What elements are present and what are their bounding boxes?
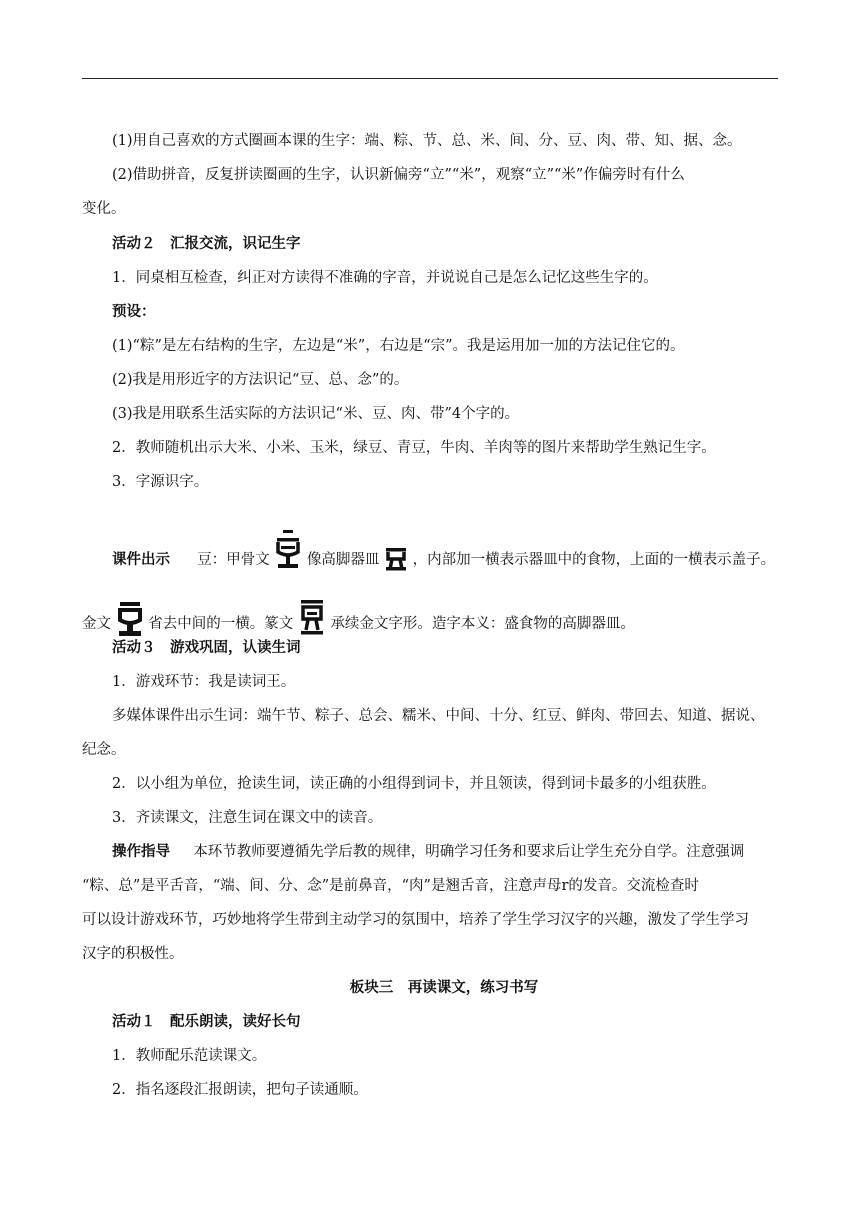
activity-2-step-3: 3．字源识字。 [112,474,209,490]
header-rule [82,78,778,79]
section-3-step-1: 1．教师配乐范读课文。 [112,1048,267,1064]
paragraph-step-2-cont: 变化。 [82,201,126,217]
courseware-line-1 [112,528,782,572]
activity-3-step-3: 3．齐读课文，注意生词在课文中的读音。 [112,810,383,826]
guidance-tag: 操作指导 [112,844,170,860]
courseware-line-2 [82,598,782,640]
courseware-text-5: 省去中间的一横。篆文 [148,616,294,632]
activity-3-words: 多媒体课件出示生词：端午节、粽子、总会、糯米、中间、十分、红豆、鲜肉、带回去、知道、据说、 [112,708,765,724]
seal-dou-glyph [299,598,325,640]
courseware-text-6: 承续金文字形。造字本义：盛食物的高脚器皿。 [330,616,635,632]
yushe-item-3: (3)我是用联系生活实际的方法识记“米、豆、肉、带”4个字的。 [112,406,520,422]
activity-3-step-1: 1．游戏环节：我是读词王。 [112,674,296,690]
paragraph-step-2: (2)借助拼音，反复拼读圈画的生字，认识新偏旁“立”“米”，观察“立”“米”作偏旁时有什么 [112,167,685,183]
bronze-dou-glyph [117,600,143,640]
activity-2-step-1: 1．同桌相互检查，纠正对方读得不准确的字音，并说说自己是怎么记忆这些生字的。 [112,270,658,286]
courseware-tag: 课件出示 [112,552,170,568]
guidance-line-1 [112,842,782,862]
section-3-heading: 板块三 再读课文，练习书写 [349,980,539,996]
activity-3-step-2: 2．以小组为单位，抢读生词，读正确的小组得到词卡，并且领读，得到词卡最多的小组获胜。 [112,776,716,792]
guidance-line-2: “粽、总”是平舌音，“端、间、分、念”是前鼻音，“肉”是翘舌音，注意声母r的发音。交流检查时 [82,878,699,894]
paragraph-step-1: (1)用自己喜欢的方式圈画本课的生字：端、粽、节、总、米、间、分、豆、肉、带、知、据、念。 [112,133,742,149]
vessel-glyph [385,546,407,572]
yushe-item-1: (1)“粽”是左右结构的生字，左边是“米”，右边是“宗”。我是运用加一加的方法记住它的。 [112,338,685,354]
activity-2-heading: 活动２ 汇报交流，识记生字 [112,236,301,252]
guidance-line-4: 汉字的积极性。 [82,946,184,962]
activity-3-words-cont: 纪念。 [82,742,126,758]
activity-3-heading: 活动３ 游戏巩固，认读生词 [112,640,301,656]
yushe-label: 预设： [112,304,156,320]
guidance-text-1: 本环节教师要遵循先学后教的规律，明确学习任务和要求后让学生充分自学。注意强调 [193,844,745,860]
guidance-line-3: 可以设计游戏环节，巧妙地将学生带到主动学习的氛围中，培养了学生学习汉字的兴趣，激发了学生学习 [82,912,749,928]
courseware-text-1: 豆：甲骨文 [197,552,270,568]
courseware-text-4: 金文 [82,616,111,632]
section-3-step-2: 2．指名逐段汇报朗读，把句子读通顺。 [112,1082,368,1098]
activity-2-step-2: 2．教师随机出示大米、小米、玉米，绿豆、青豆，牛肉、羊肉等的图片来帮助学生熟记生字。 [112,440,716,456]
oracle-bone-dou-glyph [275,528,301,572]
courseware-text-2: 像高脚器皿 [306,552,380,568]
courseware-text-3: ，内部加一横表示器皿中的食物，上面的一横表示盖子。 [412,552,776,568]
yushe-item-2: (2)我是用形近字的方法识记“豆、总、念”的。 [112,372,409,388]
activity-1-heading: 活动１ 配乐朗读，读好长句 [112,1014,301,1030]
